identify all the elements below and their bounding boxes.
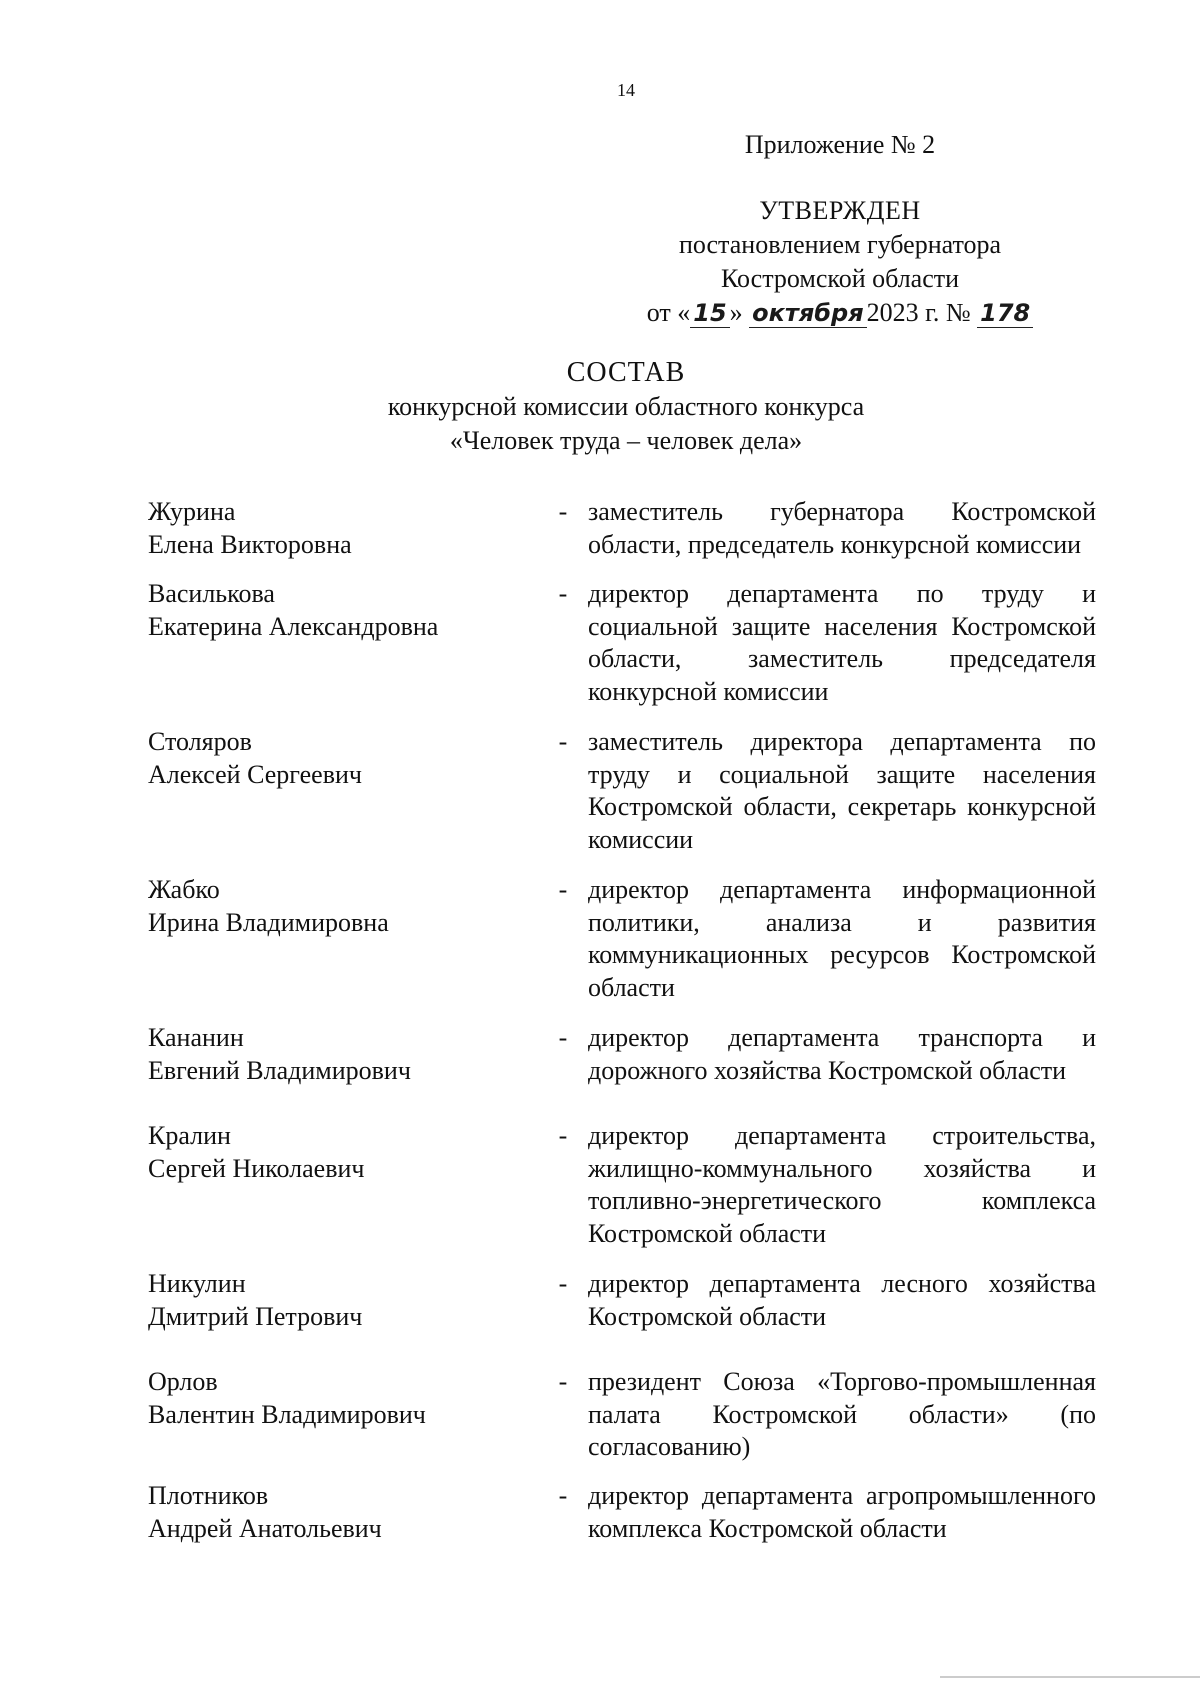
member-name	[148, 1120, 498, 1268]
document-title-block	[0, 356, 1200, 458]
member-surname: Орлов	[148, 1367, 218, 1396]
document-title: СОСТАВ	[566, 357, 686, 388]
member-surname: Кралин	[148, 1121, 231, 1150]
member-role: директор департамента строительства, жилищно-коммунального хозяйства и топливно-энергетического комплекса Костромской области	[588, 1121, 1096, 1248]
date-year: 2023 г. №	[866, 298, 971, 327]
member-role: заместитель губернатора Костромской области, председатель конкурсной комиссии	[588, 497, 1096, 559]
member-role: директор департамента агропромышленного комплекса Костромской области	[588, 1481, 1096, 1543]
member-name	[148, 726, 498, 874]
member-entry	[148, 578, 1096, 726]
member-dash: -	[558, 727, 568, 756]
handwritten-number: 178	[977, 299, 1033, 328]
date-prefix: от «	[646, 298, 691, 327]
member-dash: -	[558, 1269, 568, 1298]
document-subtitle-1: конкурсной комиссии областного конкурса	[387, 392, 865, 421]
member-role: заместитель директора департамента по труду и социальной защите населения Костромской области, секретарь конкурсной комиссии	[588, 727, 1096, 854]
date-mid: »	[729, 298, 743, 327]
member-dash: -	[558, 1023, 568, 1052]
approval-block	[600, 194, 1080, 330]
member-entry	[148, 1366, 1096, 1480]
member-name	[148, 1268, 498, 1366]
handwritten-day: 15	[690, 299, 729, 328]
member-given-names: Валентин Владимирович	[148, 1399, 426, 1429]
member-surname: Плотников	[148, 1481, 269, 1510]
member-given-names: Дмитрий Петрович	[148, 1301, 363, 1331]
member-surname: Кананин	[148, 1023, 244, 1052]
member-dash: -	[558, 1481, 568, 1510]
appendix-label: Приложение № 2	[744, 130, 936, 159]
member-surname: Василькова	[148, 579, 275, 608]
member-dash: -	[558, 579, 568, 608]
member-dash: -	[558, 1367, 568, 1396]
member-role: директор департамента по труду и социальной защите населения Костромской области, заместитель председателя конкурсной комиссии	[588, 579, 1096, 706]
member-entry	[148, 1480, 1096, 1550]
member-given-names: Алексей Сергеевич	[148, 759, 362, 789]
member-given-names: Екатерина Александровна	[148, 611, 439, 641]
member-entry	[148, 496, 1096, 578]
approval-heading: УТВЕРЖДЕН	[759, 196, 921, 225]
approval-date-line	[600, 296, 1080, 330]
member-given-names: Сергей Николаевич	[148, 1153, 365, 1183]
member-role: президент Союза «Торгово-промышленная палата Костромской области» (по согласованию)	[588, 1367, 1096, 1461]
member-given-names: Евгений Владимирович	[148, 1055, 411, 1085]
member-role: директор департамента транспорта и дорожного хозяйства Костромской области	[588, 1023, 1096, 1085]
handwritten-month: октября	[749, 299, 866, 328]
member-entry	[148, 1022, 1096, 1120]
member-surname: Жабко	[148, 875, 220, 904]
member-entry	[148, 1120, 1096, 1268]
members-list	[148, 496, 1096, 1550]
page-number: 14	[617, 80, 635, 100]
approval-line-1: постановлением губернатора	[678, 230, 1002, 259]
document-subtitle-2: «Человек труда – человек дела»	[449, 426, 803, 455]
member-given-names: Андрей Анатольевич	[148, 1513, 382, 1543]
member-name	[148, 578, 498, 726]
member-dash: -	[558, 875, 568, 904]
member-given-names: Елена Викторовна	[148, 529, 352, 559]
member-dash: -	[558, 497, 568, 526]
member-surname: Журина	[148, 497, 236, 526]
member-surname: Столяров	[148, 727, 252, 756]
member-entry	[148, 874, 1096, 1022]
approval-line-2: Костромской области	[720, 264, 960, 293]
member-name	[148, 1022, 498, 1120]
member-name	[148, 874, 498, 1022]
member-name	[148, 496, 498, 578]
member-entry	[148, 726, 1096, 874]
member-name	[148, 1480, 498, 1550]
member-surname: Никулин	[148, 1269, 246, 1298]
member-entry	[148, 1268, 1096, 1366]
member-name	[148, 1366, 498, 1480]
member-given-names: Ирина Владимировна	[148, 907, 389, 937]
member-role: директор департамента информационной политики, анализа и развития коммуникационных ресурсов Костромской области	[588, 875, 1096, 1002]
member-dash: -	[558, 1121, 568, 1150]
member-role: директор департамента лесного хозяйства Костромской области	[588, 1269, 1096, 1331]
scan-edge-divider	[940, 1676, 1200, 1678]
